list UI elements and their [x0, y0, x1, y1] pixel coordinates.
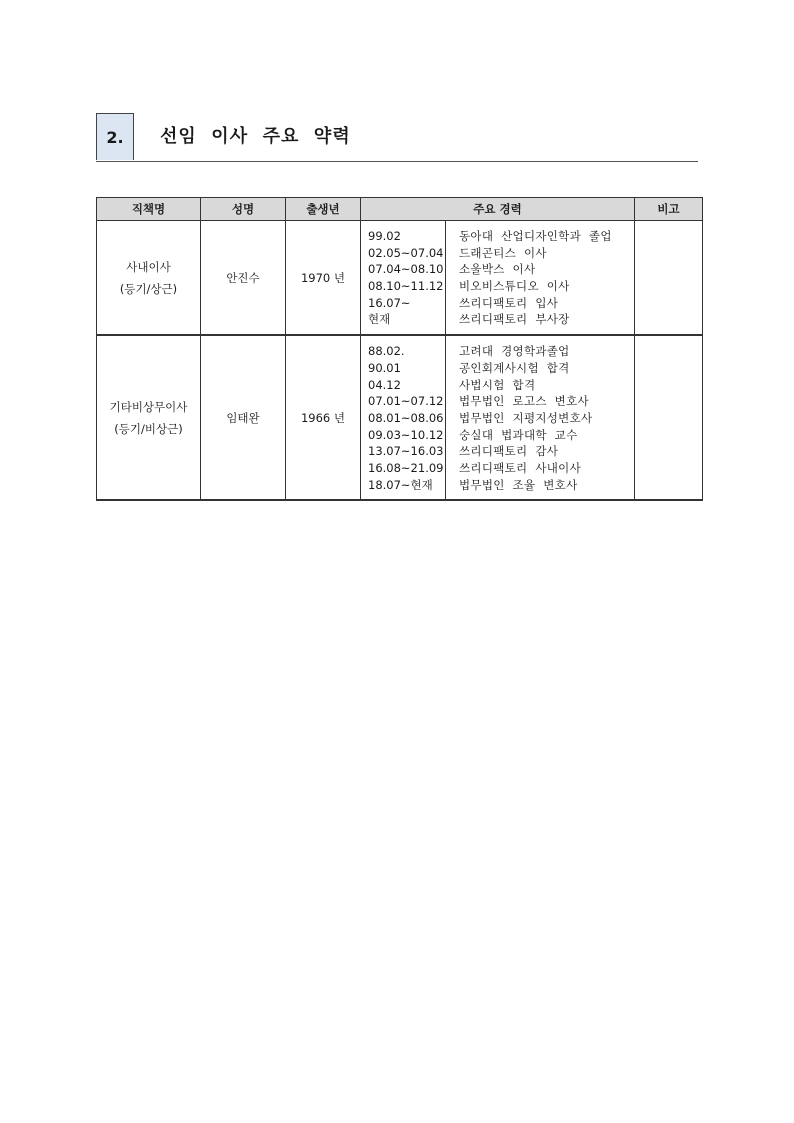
career-entry [361, 278, 634, 295]
career-date: 18.07~현재 [368, 477, 433, 492]
career-column-divider [445, 335, 446, 500]
career-desc: 법무법인 로고스 변호사 [459, 394, 589, 409]
career-desc: 드래곤티스 이사 [459, 245, 547, 260]
director-career-table [96, 197, 703, 501]
career-date: 09.03~10.12 [368, 427, 444, 442]
career-entry [361, 460, 634, 477]
career-entry [361, 427, 634, 444]
career-date: 16.07~ [368, 295, 411, 310]
career-date: 90.01 [368, 360, 401, 375]
name-cell: 임태완 [201, 335, 286, 500]
career-date: 08.10~11.12 [368, 279, 444, 294]
career-date: 88.02. [368, 344, 405, 359]
career-desc: 사법시험 합격 [459, 377, 536, 392]
career-date: 99.02 [368, 229, 401, 243]
career-date: 07.01~07.12 [368, 394, 444, 409]
career-desc: 동아대 산업디자인학과 졸업 [459, 229, 612, 243]
section-number: 2. [96, 113, 134, 160]
career-desc: 쓰리디팩토리 사내이사 [459, 460, 581, 475]
header-birth-year: 출생년 [286, 198, 361, 221]
career-entry [361, 377, 634, 394]
career-cell [361, 221, 635, 336]
career-date: 07.04~08.10 [368, 262, 444, 277]
career-desc: 공인회계사시험 합격 [459, 360, 570, 375]
position-title: 사내이사 [126, 259, 171, 274]
career-desc: 고려대 경영학과졸업 [459, 344, 570, 359]
header-name: 성명 [201, 198, 286, 221]
career-entry [361, 245, 634, 262]
birth-year-cell: 1970 년 [286, 221, 361, 336]
career-entry [361, 343, 634, 360]
position-cell [97, 335, 201, 500]
table-row [97, 335, 703, 500]
section-title: 선임 이사 주요 약력 [160, 126, 351, 147]
career-desc: 법무법인 지평지성변호사 [459, 410, 593, 425]
section-header [96, 113, 698, 162]
career-entry [361, 295, 634, 312]
career-date: 08.01~08.06 [368, 410, 444, 425]
career-date: 02.05~07.04 [368, 245, 444, 260]
position-title: 기타비상무이사 [109, 399, 188, 414]
note-cell [635, 335, 703, 500]
career-date: 16.08~21.09 [368, 460, 444, 475]
table-row [97, 221, 703, 336]
career-desc: 쓰리디팩토리 부사장 [459, 312, 570, 327]
table-header-row [97, 198, 703, 221]
note-cell [635, 221, 703, 336]
career-column-divider [445, 221, 446, 336]
career-desc: 숭실대 법과대학 교수 [459, 427, 578, 442]
career-date: 13.07~16.03 [368, 444, 444, 459]
career-desc: 쓰리디팩토리 감사 [459, 444, 559, 459]
header-career: 주요 경력 [361, 198, 635, 221]
position-cell [97, 221, 201, 336]
career-entry [361, 228, 634, 245]
career-desc: 비오비스튜디오 이사 [459, 279, 570, 294]
career-desc: 소울박스 이사 [459, 262, 536, 277]
position-status: (등기/상근) [119, 281, 178, 296]
career-entry [361, 393, 634, 410]
career-entry [361, 443, 634, 460]
career-entry [361, 477, 634, 494]
position-status: (등기/비상근) [114, 421, 183, 436]
birth-year-cell: 1966 년 [286, 335, 361, 500]
header-position: 직책명 [97, 198, 201, 221]
career-date: 04.12 [368, 377, 401, 392]
career-entry [361, 360, 634, 377]
career-date: 현재 [368, 312, 391, 327]
name-cell: 안진수 [201, 221, 286, 336]
career-desc: 법무법인 조율 변호사 [459, 477, 578, 492]
career-cell [361, 335, 635, 500]
header-note: 비고 [635, 198, 703, 221]
career-entry [361, 410, 634, 427]
career-entry [361, 311, 634, 328]
career-entry [361, 261, 634, 278]
career-desc: 쓰리디팩토리 입사 [459, 295, 559, 310]
